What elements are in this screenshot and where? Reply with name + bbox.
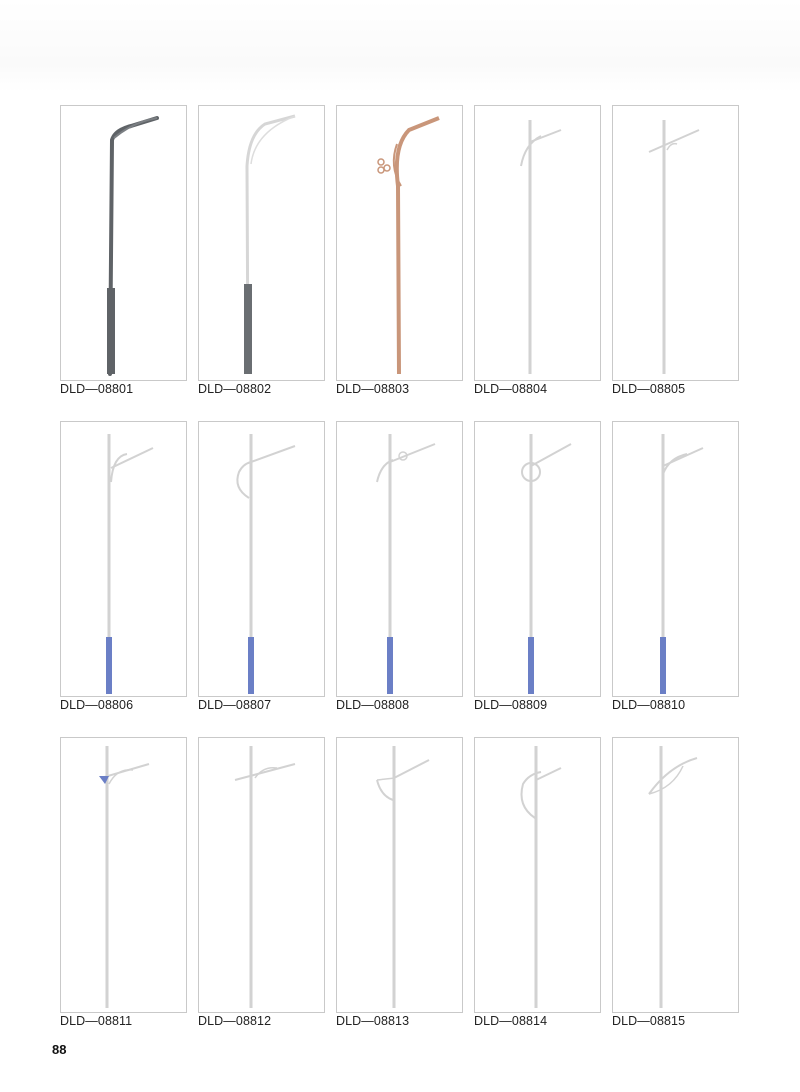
product-card[interactable]	[474, 737, 601, 1037]
product-image-frame	[612, 105, 739, 381]
product-code: DLD—08804	[474, 382, 548, 396]
product-catalog-grid	[60, 105, 739, 1037]
product-image-frame	[198, 105, 325, 381]
product-code: DLD—08803	[336, 382, 410, 396]
bent-arm-dark-base-pole-icon	[199, 106, 324, 380]
product-card[interactable]	[198, 105, 325, 405]
product-card[interactable]	[612, 421, 739, 721]
slim-arm-pole-icon	[613, 106, 738, 380]
blue-accent-arm-pole-icon	[61, 738, 186, 1012]
product-image-frame	[474, 737, 601, 1013]
product-image-frame	[60, 105, 187, 381]
product-image-frame	[336, 421, 463, 697]
product-code: DLD—08807	[198, 698, 272, 712]
fan-arm-pole-icon	[337, 738, 462, 1012]
product-image-frame	[198, 421, 325, 697]
product-code: DLD—08808	[336, 698, 410, 712]
crescent-arm-blue-base-pole-icon	[199, 422, 324, 696]
curved-arm-blue-base-pole-icon	[613, 422, 738, 696]
product-card[interactable]	[612, 105, 739, 405]
product-code: DLD—08811	[60, 1014, 133, 1028]
product-card[interactable]	[336, 737, 463, 1037]
ring-arm-blue-base-pole-icon	[475, 422, 600, 696]
product-image-frame	[60, 421, 187, 697]
product-image-frame	[198, 737, 325, 1013]
product-image-frame	[336, 105, 463, 381]
product-image-frame	[474, 105, 601, 381]
product-card[interactable]	[474, 105, 601, 405]
product-card[interactable]	[612, 737, 739, 1037]
arc-loop-blue-base-pole-icon	[337, 422, 462, 696]
product-image-frame	[612, 421, 739, 697]
product-image-frame	[60, 737, 187, 1013]
product-code: DLD—08810	[612, 698, 686, 712]
product-card[interactable]	[474, 421, 601, 721]
product-card[interactable]	[336, 105, 463, 405]
product-code: DLD—08801	[60, 382, 134, 396]
product-code: DLD—08805	[612, 382, 686, 396]
crescent-arm-pole-icon	[475, 738, 600, 1012]
leaf-bracket-pole-icon	[613, 738, 738, 1012]
product-image-frame	[612, 737, 739, 1013]
product-image-frame	[474, 421, 601, 697]
hook-arm-blue-base-pole-icon	[61, 422, 186, 696]
product-card[interactable]	[60, 737, 187, 1037]
product-code: DLD—08812	[198, 1014, 272, 1028]
product-card[interactable]	[198, 737, 325, 1037]
product-code: DLD—08815	[612, 1014, 686, 1028]
page-number: 88	[52, 1042, 67, 1057]
dark-bent-arm-pole-icon	[61, 106, 186, 380]
product-card[interactable]	[60, 421, 187, 721]
leaf-arm-pole-icon	[199, 738, 324, 1012]
arc-arm-pole-icon	[475, 106, 600, 380]
product-card[interactable]	[198, 421, 325, 721]
product-code: DLD—08814	[474, 1014, 548, 1028]
product-code: DLD—08806	[60, 698, 134, 712]
product-card[interactable]	[336, 421, 463, 721]
product-code: DLD—08813	[336, 1014, 410, 1028]
bronze-ornamental-pole-icon	[337, 106, 462, 380]
product-card[interactable]	[60, 105, 187, 405]
product-image-frame	[336, 737, 463, 1013]
product-code: DLD—08802	[198, 382, 272, 396]
page-header-band	[0, 0, 800, 92]
product-code: DLD—08809	[474, 698, 548, 712]
